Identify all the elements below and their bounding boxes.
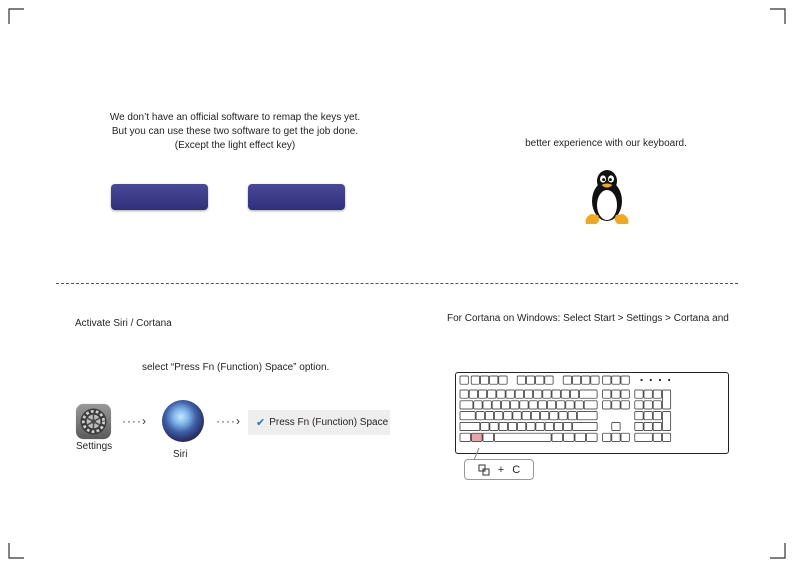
section-divider [56,283,738,284]
keyboard-key [554,422,562,430]
remap-intro-line: We don’t have an official software to remap the keys yet. [109,112,361,123]
indicator-led [650,379,652,381]
keyboard-key [522,412,530,420]
keyboard-key [547,401,555,409]
siri-label: Siri [173,449,188,460]
keyboard-key [572,376,580,384]
keyboard-key [557,401,565,409]
keyboard-key [515,390,523,398]
keyboard-key [582,376,590,384]
keyboard-key [653,390,661,398]
keyboard-key [591,376,599,384]
keyboard-key [603,401,611,409]
keyboard-key [543,390,551,398]
keyboard-key [506,390,514,398]
checkmark-icon: ✔ [256,417,266,429]
keyboard-key [635,433,653,441]
keyboard-key [488,390,496,398]
keyboard-key [460,376,468,384]
keyboard-key [517,376,525,384]
keyboard-key [568,412,576,420]
keyboard-key [481,422,489,430]
windows-key [472,433,483,441]
keyboard-key [483,401,491,409]
keyboard-key [644,401,652,409]
keyboard-diagram [455,372,729,454]
keyboard-key [621,376,629,384]
remap-software-button-2[interactable] [248,184,345,210]
keyboard-key [460,433,471,441]
keyboard-key [552,433,563,441]
keyboard-key [621,390,629,398]
windows-key-icon [478,464,490,476]
keyboard-key [497,390,505,398]
cortana-instruction: For Cortana on Windows: Select Start > Settings > Cortana and [447,313,729,324]
keyboard-key [518,422,526,430]
keyboard-key [559,412,567,420]
linux-penguin-icon [583,167,631,225]
dotted-arrow-icon: ···· [122,414,142,428]
keyboard-key [644,412,652,420]
keyboard-key [603,390,611,398]
select-option-instruction: select “Press Fn (Function) Space” option. [142,362,330,373]
keyboard-key [564,433,575,441]
keyboard-key [476,412,484,420]
remap-intro [95,111,375,153]
keyboard-key [612,376,620,384]
keyboard-key [644,390,652,398]
keyboard-key [504,412,512,420]
keyboard-key [603,376,611,384]
keyboard-key [524,390,532,398]
keyboard-key [513,412,521,420]
keyboard-key [534,390,542,398]
keyboard-key [520,401,528,409]
keyboard-key [644,422,652,430]
remap-intro-line: But you can use these two software to get the job done. [111,126,359,137]
keyboard-key [587,433,598,441]
keyboard-key [460,401,473,409]
keyboard-key [495,433,552,441]
indicator-led [659,379,661,381]
siri-icon[interactable] [162,400,204,442]
keyboard-key [564,422,572,430]
keyboard-key [490,376,498,384]
keyboard-key [653,422,661,430]
keyboard-key [508,422,516,430]
shortcut-combo [464,459,534,480]
keyboard-key [653,401,661,409]
keyboard-key [492,401,500,409]
keyboard-key [662,433,670,441]
keyboard-key [621,433,629,441]
keyboard-key [612,390,620,398]
keyboard-key [529,401,537,409]
keyboard-key [570,390,578,398]
option-label: Press Fn (Function) Space [269,417,389,428]
keyboard-key [635,422,643,430]
keyboard-key [635,412,643,420]
keyboard-key [612,401,620,409]
keyboard-key [561,390,569,398]
keyboard-key [460,412,475,420]
crop-mark-top-left [8,8,24,24]
keyboard-key [577,412,597,420]
crop-mark-bottom-left [8,543,24,559]
keyboard-key [552,390,560,398]
settings-label: Settings [76,441,113,452]
keyboard-key [662,390,670,409]
keyboard-key [480,376,488,384]
keyboard-key [490,422,498,430]
step-arrow [122,414,147,428]
indicator-led [668,379,670,381]
keyboard-key [563,376,571,384]
crop-mark-top-right [770,8,786,24]
keyboard-key [499,422,507,430]
keyboard-key [474,401,482,409]
keyboard-key [575,433,586,441]
keyboard-key [485,412,493,420]
press-fn-space-option[interactable] [248,410,390,435]
step-arrow [216,414,241,428]
keyboard-key [538,401,546,409]
keyboard-key [499,376,507,384]
keyboard-key [460,390,468,398]
activate-label: Activate Siri / Cortana [75,318,172,329]
c-key-label: C [512,463,521,476]
keyboard-key [511,401,519,409]
keyboard-key [536,422,544,430]
settings-gear-icon[interactable] [75,403,112,440]
linux-description: better experience with our keyboard. [525,138,687,149]
keyboard-key [635,401,643,409]
keyboard-key [653,433,661,441]
keyboard-key [460,422,480,430]
keyboard-key [501,401,509,409]
keyboard-key [536,376,544,384]
keyboard-key [575,401,583,409]
keyboard-key [584,401,597,409]
keyboard-key [662,412,670,431]
keyboard-key [495,412,503,420]
keyboard-key [471,376,479,384]
keyboard-key [621,401,629,409]
keyboard-key [653,412,661,420]
keyboard-key [527,422,535,430]
remap-software-button-1[interactable] [111,184,208,210]
keyboard-keys-diagram [456,373,727,452]
keyboard-key [635,390,643,398]
keyboard-key [566,401,574,409]
keyboard-key [573,422,597,430]
keyboard-key [469,390,477,398]
dotted-arrow-icon: ···· [216,414,236,428]
plus-sign: + [497,463,505,476]
arrow-head-icon: › [235,414,241,428]
indicator-led [640,379,642,381]
keyboard-key [612,422,620,430]
keyboard-key [478,390,486,398]
remap-intro-line: (Except the light effect key) [174,140,296,151]
keyboard-key [550,412,558,420]
keyboard-key [580,390,598,398]
keyboard-key [603,433,611,441]
keyboard-key [541,412,549,420]
keyboard-key [526,376,534,384]
keyboard-key [545,376,553,384]
crop-mark-bottom-right [770,543,786,559]
keyboard-key [545,422,553,430]
arrow-head-icon: › [141,414,147,428]
keyboard-key [612,433,620,441]
keyboard-key [483,433,494,441]
keyboard-key [531,412,539,420]
